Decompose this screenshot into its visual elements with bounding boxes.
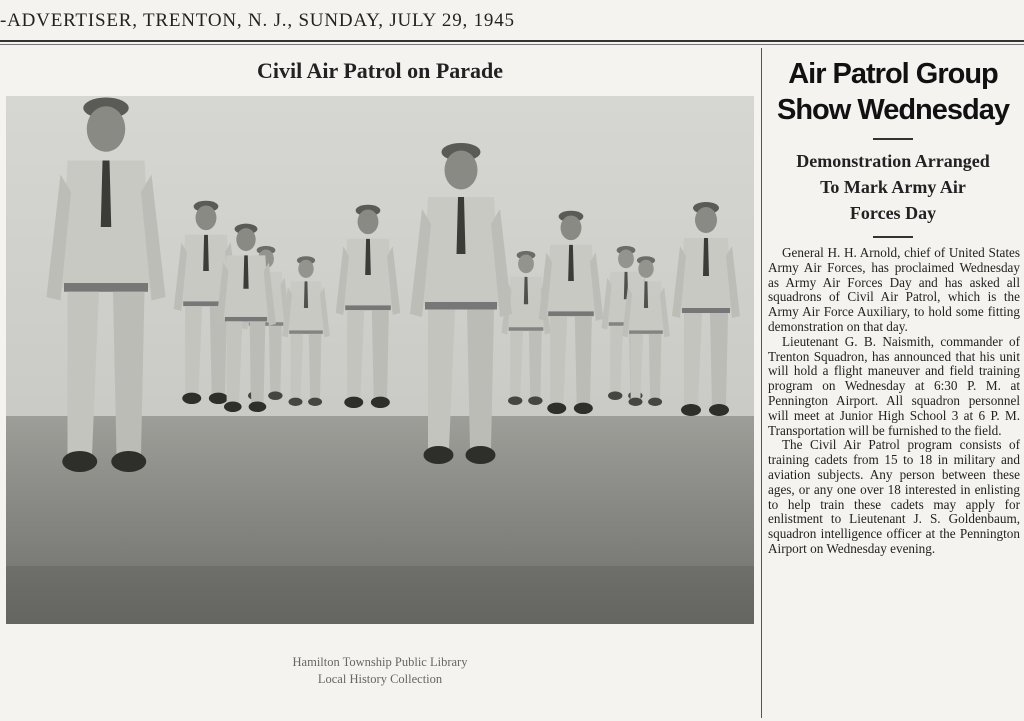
deck-line-3: Forces Day — [849, 203, 937, 223]
article-headline — [764, 56, 1022, 128]
credit-line-1: Hamilton Township Public Library — [292, 655, 468, 669]
deck-line-2: To Mark Army Air — [820, 177, 966, 197]
newspaper-masthead: -ADVERTISER, TRENTON, N. J., SUNDAY, JULY 29, 1945 — [0, 10, 515, 31]
article-body — [764, 246, 1022, 557]
headline-line-1: Air Patrol Group — [788, 58, 998, 90]
credit-line-2: Local History Collection — [317, 672, 443, 686]
parade-photograph — [6, 96, 754, 624]
article-deck — [764, 148, 1022, 226]
headline-separator — [873, 138, 913, 140]
column-divider — [761, 48, 762, 718]
deck-line-1: Demonstration Arranged — [796, 151, 990, 171]
headline-line-2: Show Wednesday — [776, 94, 1010, 126]
photo-headline: Civil Air Patrol on Parade — [256, 58, 504, 83]
article-paragraph: The Civil Air Patrol program consists of training cadets from 15 to 18 in military and aviation subjects. Any person between these ages, or any one over 18 interested in enlisting to help train these cadets may apply for enlistment to Lieutenant J. S. Goldenbaum, squadron intelligence officer at the Pennington Airport on Wednesday evening. — [768, 437, 1020, 556]
deck-separator — [873, 236, 913, 238]
article-paragraph: Lieutenant G. B. Naismith, commander of Trenton Squadron, has announced that his unit will hold a flight maneuver and field training program on Wednesday at 6:30 P. M. at Pennington Airport. All squadron personnel will meet at Junior High School 3 at 6 P. M. Transportation will be furnished to the field. — [768, 333, 1020, 438]
news-article — [764, 50, 1022, 718]
masthead-rule — [0, 40, 1024, 42]
photo-credit — [230, 654, 530, 688]
article-paragraph: General H. H. Arnold, chief of United States Army Air Forces, has proclaimed Wednesday as Army Air Forces Day and has asked all squadrons of Civil Air Patrol, which is the Army Air Force Auxiliary, to hold some fitting demonstration on that day. — [768, 245, 1020, 334]
masthead-rule-thin — [0, 44, 1024, 45]
